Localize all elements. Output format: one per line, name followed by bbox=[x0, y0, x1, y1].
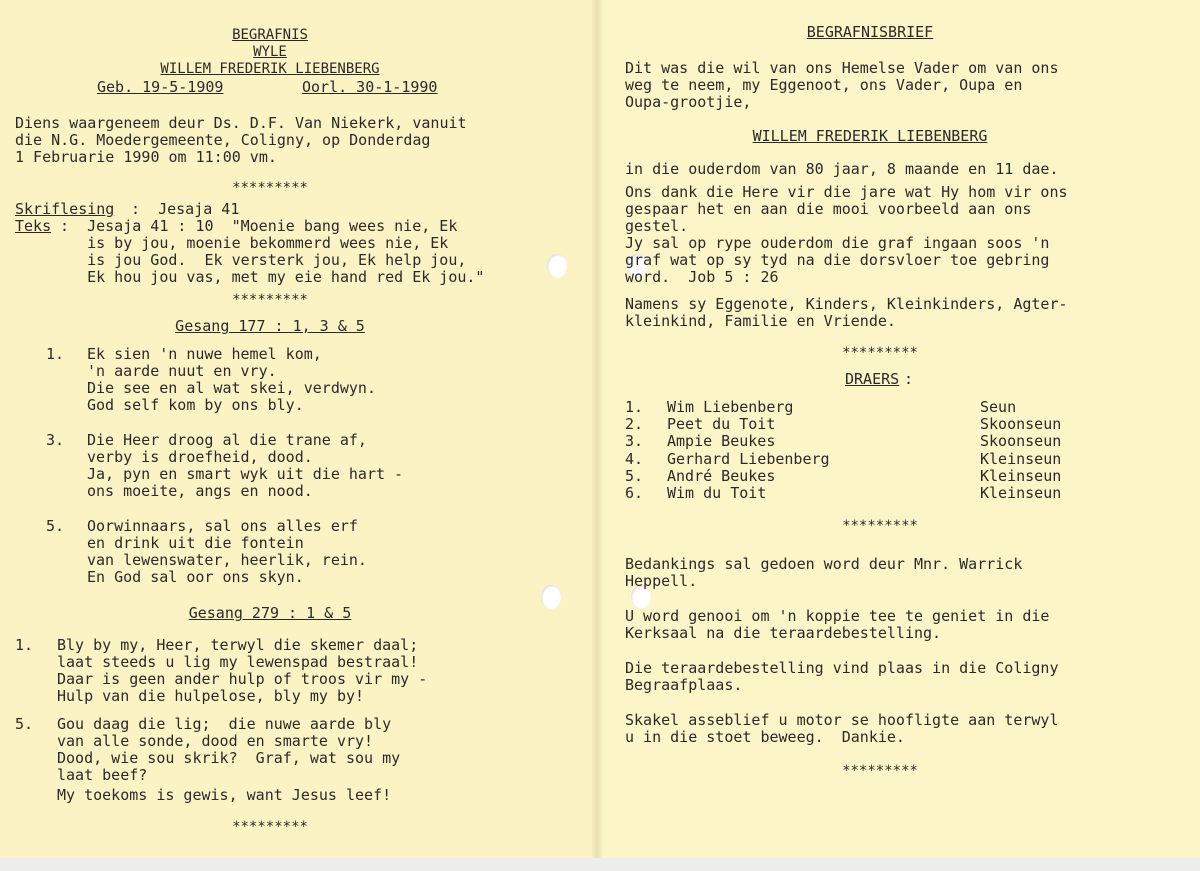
birth-date: Geb. 19-5-1909 bbox=[97, 78, 224, 96]
verse-line: van lewenswater, heerlik, rein. bbox=[87, 551, 367, 569]
text-line: is jou God. Ek versterk jou, Ek help jou, bbox=[60, 251, 467, 269]
reading-value: : Jesaja 41 bbox=[131, 200, 240, 218]
verse-line: van alle sonde, dood en smarte vry! bbox=[57, 732, 374, 750]
bearer-number: 1. bbox=[625, 398, 644, 416]
verse-number: 1. bbox=[15, 636, 34, 654]
bearer-name: Ampie Beukes bbox=[667, 432, 776, 450]
thanks-line: Jy sal op rype ouderdom die graf ingaan soos 'n bbox=[625, 234, 1050, 252]
verse-number: 3. bbox=[46, 431, 65, 449]
hymn-1-title: Gesang 177 : 1, 3 & 5 bbox=[175, 317, 365, 335]
verse-line: Die see en al wat skei, verdwyn. bbox=[87, 379, 376, 397]
separator-stars: ********* bbox=[842, 763, 918, 779]
thanks-line: Ons dank die Here vir die jare wat Hy hom vir ons bbox=[625, 183, 1068, 201]
separator-stars: ********* bbox=[232, 819, 308, 835]
verse-number: 1. bbox=[46, 345, 65, 363]
tea-line: U word genooi om 'n koppie tee te geniet in die bbox=[625, 607, 1050, 625]
verse-line: God self kom by ons bly. bbox=[87, 396, 304, 414]
death-date: Oorl. 30-1-1990 bbox=[302, 78, 438, 96]
verse-line: laat steeds u lig my lewenspad bestraal! bbox=[57, 653, 419, 671]
verse-line: 'n aarde nuut en vry. bbox=[87, 362, 277, 380]
bearer-relation: Skoonseun bbox=[980, 415, 1062, 433]
intro-line: Oupa-grootjie, bbox=[625, 93, 752, 111]
letter-title: BEGRAFNISBRIEF bbox=[806, 23, 934, 41]
verse-line: Oorwinnaars, sal ons alles erf bbox=[87, 517, 358, 535]
verse-number: 5. bbox=[46, 517, 65, 535]
lights-line: u in die stoet beweeg. Dankie. bbox=[625, 728, 905, 746]
verse-line: Bly by my, Heer, terwyl die skemer daal; bbox=[57, 636, 419, 654]
verse-line: ons moeite, angs en nood. bbox=[87, 482, 313, 500]
service-line: Diens waargeneem deur Ds. D.F. Van Niekerk, vanuit bbox=[15, 114, 467, 132]
bearer-number: 6. bbox=[625, 484, 644, 502]
separator-stars: ********* bbox=[842, 345, 918, 361]
verse-line: Hulp van die hulpelose, bly my by! bbox=[57, 687, 365, 705]
verse-line: en drink uit die fontein bbox=[87, 534, 304, 552]
punch-hole-icon bbox=[541, 585, 561, 609]
separator-stars: ********* bbox=[232, 292, 308, 308]
bearer-number: 2. bbox=[625, 415, 644, 433]
thanks-line: graf wat op sy tyd na die dorsvloer toe gebring bbox=[625, 251, 1050, 269]
verse-line: My toekoms is gewis, want Jesus leef! bbox=[57, 786, 392, 804]
bearer-relation: Skoonseun bbox=[980, 432, 1062, 450]
bearer-relation: Seun bbox=[980, 398, 1017, 416]
verse-line: Die Heer droog al die trane af, bbox=[87, 431, 367, 449]
service-line: die N.G. Moedergemeente, Coligny, op Donderdag bbox=[15, 131, 431, 149]
burial-line: Die teraardebestelling vind plaas in die Coligny bbox=[625, 659, 1059, 677]
text-line: Ek hou jou vas, met my eie hand red Ek jou." bbox=[60, 268, 485, 286]
bearer-relation: Kleinseun bbox=[980, 467, 1062, 485]
verse-line: verby is droefheid, dood. bbox=[87, 448, 313, 466]
separator-stars: ********* bbox=[842, 518, 918, 534]
deceased-name-letter: WILLEM FREDERIK LIEBENBERG bbox=[752, 127, 988, 145]
burial-line: Begraafplaas. bbox=[625, 676, 743, 694]
bearer-number: 5. bbox=[625, 467, 644, 485]
verse-line: laat beef? bbox=[57, 766, 148, 784]
text-line: : Jesaja 41 : 10 "Moenie bang wees nie, Ek bbox=[60, 217, 458, 235]
bearer-name: Peet du Toit bbox=[667, 415, 776, 433]
bearer-name: Wim Liebenberg bbox=[667, 398, 794, 416]
verse-line: En God sal oor ons skyn. bbox=[87, 568, 304, 586]
header-line-2: WYLE bbox=[253, 44, 287, 60]
header-line-1: BEGRAFNIS bbox=[232, 27, 308, 43]
thanks-line: gespaar het en aan die mooi voorbeeld aan ons bbox=[625, 200, 1032, 218]
intro-line: weg te neem, my Eggenoot, ons Vader, Oupa en bbox=[625, 76, 1023, 94]
text-label: Teks bbox=[15, 217, 52, 235]
thanks-line: word. Job 5 : 26 bbox=[625, 268, 779, 286]
deceased-name: WILLEM FREDERIK LIEBENBERG bbox=[160, 61, 380, 77]
lights-line: Skakel asseblief u motor se hoofligte aan terwyl bbox=[625, 711, 1059, 729]
acknowledgement-line: Bedankings sal gedoen word deur Mnr. Warrick bbox=[625, 555, 1023, 573]
punch-hole-icon bbox=[547, 254, 567, 278]
reading-label: Skriflesing bbox=[15, 200, 115, 218]
family-line: Namens sy Eggenote, Kinders, Kleinkinders, Agter- bbox=[625, 295, 1068, 313]
bottom-strip bbox=[0, 858, 1200, 871]
bearer-number: 4. bbox=[625, 450, 644, 468]
text-line: is by jou, moenie bekommerd wees nie, Ek bbox=[60, 234, 449, 252]
bearer-name: André Beukes bbox=[667, 467, 776, 485]
bearer-relation: Kleinseun bbox=[980, 484, 1062, 502]
verse-line: Ek sien 'n nuwe hemel kom, bbox=[87, 345, 322, 363]
thanks-line: gestel. bbox=[625, 217, 689, 235]
bearers-colon: : bbox=[904, 370, 914, 388]
acknowledgement-line: Heppell. bbox=[625, 572, 698, 590]
page-fold bbox=[592, 0, 602, 858]
bearer-number: 3. bbox=[625, 432, 644, 450]
bearer-relation: Kleinseun bbox=[980, 450, 1062, 468]
verse-line: Ja, pyn en smart wyk uit die hart - bbox=[87, 465, 404, 483]
hymn-2-title: Gesang 279 : 1 & 5 bbox=[188, 604, 352, 622]
verse-line: Gou daag die lig; die nuwe aarde bly bbox=[57, 715, 392, 733]
service-line: 1 Februarie 1990 om 11:00 vm. bbox=[15, 148, 277, 166]
bearers-title: DRAERS bbox=[845, 370, 900, 388]
tea-line: Kerksaal na die teraardebestelling. bbox=[625, 624, 942, 642]
family-line: kleinkind, Familie en Vriende. bbox=[625, 312, 896, 330]
bearer-name: Gerhard Liebenberg bbox=[667, 450, 830, 468]
verse-line: Daar is geen ander hulp of troos vir my - bbox=[57, 670, 428, 688]
verse-line: Dood, wie sou skrik? Graf, wat sou my bbox=[57, 749, 401, 767]
separator-stars: ********* bbox=[232, 180, 308, 196]
bearer-name: Wim du Toit bbox=[667, 484, 767, 502]
verse-number: 5. bbox=[15, 715, 34, 733]
intro-line: Dit was die wil van ons Hemelse Vader om van ons bbox=[625, 59, 1059, 77]
age-line: in die ouderdom van 80 jaar, 8 maande en 11 dae. bbox=[625, 160, 1059, 178]
